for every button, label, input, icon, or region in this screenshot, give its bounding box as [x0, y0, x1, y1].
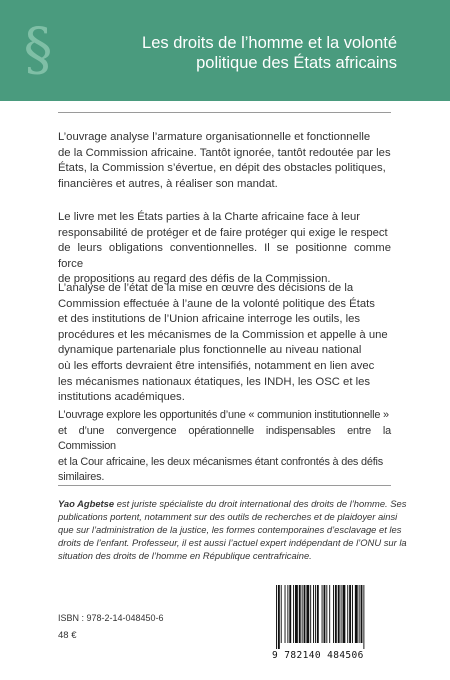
paragraph-line: L’ouvrage analyse l’armature organisationnelle et fonctionnelle [58, 131, 371, 143]
barcode-bar [355, 585, 358, 643]
paragraph-line: Commission effectuée à l’aune de la volonté politique des États [58, 297, 375, 310]
barcode-bar [333, 585, 334, 643]
paragraph-line: et la Cour africaine, les deux mécanismes étant confrontés à des défis [58, 455, 383, 468]
paragraph-line: et d’une convergence opérationnelle indispensables entre la Commission [58, 424, 391, 453]
barcode-bar [287, 585, 288, 643]
barcode-bar [347, 585, 348, 643]
bio-line-5: situation des droits de l’homme en République centrafricaine. [58, 550, 312, 561]
barcode-bar [324, 585, 326, 643]
barcode-bar [361, 585, 363, 643]
barcode-bar [317, 585, 319, 643]
paragraph-1 [58, 130, 391, 192]
barcode-bar [299, 585, 301, 643]
paragraph-3 [58, 281, 391, 406]
paragraph-line: similaires. [58, 471, 105, 484]
barcode-bar [304, 585, 306, 643]
paragraph-4 [58, 408, 391, 486]
bio-line-2: publications portent, notamment sur des outils de recherches et de plaidoyer ainsi [58, 511, 398, 522]
bio-divider [58, 485, 391, 486]
barcode-bar [335, 585, 337, 643]
barcode-bar [363, 585, 364, 649]
barcode-bar [295, 585, 298, 643]
author-bio [58, 497, 407, 562]
paragraph-line: responsabilité de protéger et de faire protéger qui exige le respect [58, 226, 388, 239]
barcode-bar [329, 585, 330, 643]
book-title [97, 33, 397, 73]
barcode-bar [289, 585, 291, 643]
paragraph-line: de la Commission africaine. Tantôt ignorée, tantôt redoutée par les [58, 146, 391, 159]
barcode-digits: 9 782140 484506 [272, 650, 364, 661]
barcode-bar [302, 585, 303, 643]
paragraph-2 [58, 210, 391, 288]
paragraph-line: de propositions au regard des défis de la Commission. [58, 273, 331, 286]
barcode-bar [293, 585, 294, 643]
top-divider [58, 112, 391, 113]
bio-line-4: droits de l’enfant. Professeur, il est aussi l’actuel expert indépendant de l’ONU sur la [58, 537, 407, 548]
barcode-bar [322, 585, 323, 643]
barcode-bar [326, 585, 327, 643]
barcode-bar [310, 585, 311, 643]
paragraph-line: institutions académiques. [58, 391, 185, 404]
section-sign-icon: § [23, 15, 53, 83]
barcode-bar [352, 585, 353, 643]
isbn: ISBN : 978-2-14-048450-6 [58, 613, 164, 623]
barcode-bar [281, 585, 282, 643]
paragraph-line: procédures et les mécanismes de la Commission et appelle à une [58, 328, 388, 341]
bio-line-3: que sur l’administration de la justice, les formes contemporaines d’esclavage et les [58, 524, 402, 535]
paragraph-line: où les efforts devraient être intensifiés, notamment en lien avec [58, 359, 375, 372]
book-title-line-1: Les droits de l’homme et la volonté [142, 34, 397, 52]
bio-line-1 [58, 497, 407, 510]
barcode-bar [306, 585, 309, 643]
barcode-bar [315, 585, 316, 643]
barcode-bar [276, 585, 277, 649]
paragraph-line: financières et autres, à réaliser son mandat. [58, 177, 278, 190]
price: 48 € [58, 630, 77, 641]
barcode-bar [349, 585, 351, 643]
book-title-line-2: politique des États africains [196, 54, 397, 72]
paragraph-line: de leurs obligations conventionnelles. Il se positionne comme force [58, 242, 391, 270]
paragraph-line: dynamique partenariale plus fonctionnelle au niveau national [58, 344, 362, 357]
bio-line-1-rest: est juriste spécialiste du droit international des droits de l’homme. Ses [114, 498, 407, 509]
barcode-bar [338, 585, 340, 643]
barcode-bar [285, 585, 286, 643]
author-name: Yao Agbetse [58, 498, 115, 509]
barcode-bar [341, 585, 342, 643]
barcode-icon [272, 585, 392, 651]
title-banner [0, 0, 450, 101]
paragraph-line: et des institutions de l’Union africaine interroge les outils, les [58, 313, 361, 326]
paragraph-line: L’analyse de l’état de la mise en œuvre des décisions de la [58, 282, 354, 294]
paragraph-line: L’ouvrage explore les opportunités d’une « communion institutionnelle » [58, 409, 389, 421]
barcode-bar [343, 585, 346, 643]
paragraph-line: les mécanismes nationaux étatiques, les INDH, les OSC et les [58, 375, 371, 388]
paragraph-line: Le livre met les États parties à la Charte africaine face à leur [58, 211, 361, 223]
paragraph-line: États, la Commission s’évertue, en dépit des obstacles politiques, [58, 162, 386, 175]
barcode-bar [359, 585, 360, 643]
barcode-bar [278, 585, 280, 649]
barcode-bar [313, 585, 314, 643]
